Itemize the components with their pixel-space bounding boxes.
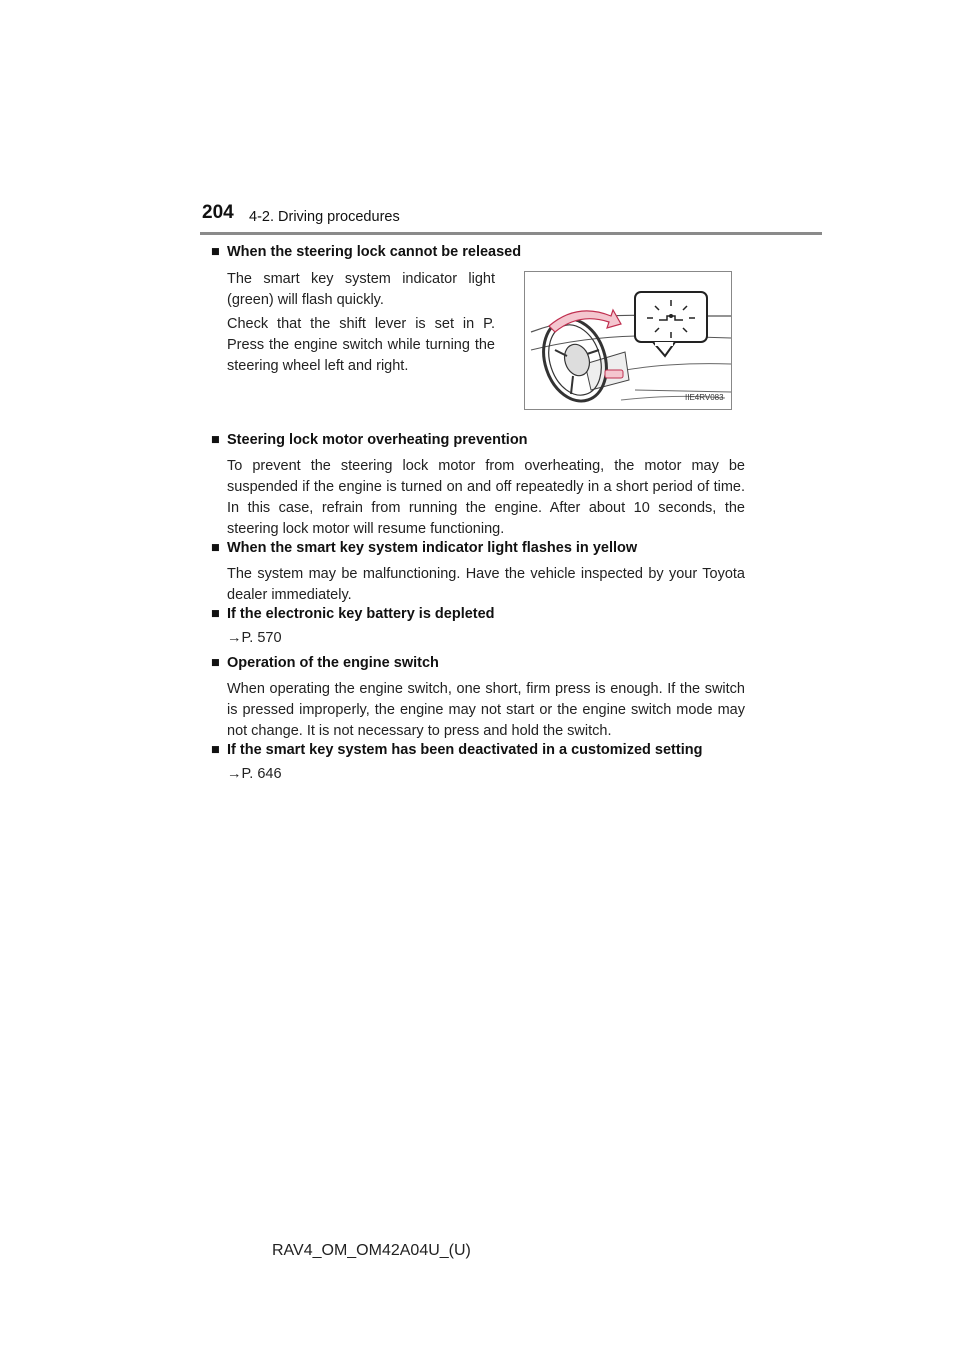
- footer-code: RAV4_OM_OM42A04U_(U): [272, 1242, 471, 1259]
- header-rule: [200, 232, 822, 235]
- heading-text: Steering lock motor overheating prevention: [227, 432, 528, 448]
- steering-wheel-illustration: [525, 272, 731, 409]
- heading-text: Operation of the engine switch: [227, 655, 439, 671]
- heading-text: If the smart key system has been deactivated in a customized setting: [227, 742, 703, 758]
- heading-text: When the steering lock cannot be released: [227, 244, 522, 260]
- square-bullet-icon: ■: [211, 606, 220, 622]
- heading-text: If the electronic key battery is depleted: [227, 606, 495, 622]
- square-bullet-icon: ■: [211, 540, 220, 556]
- paragraph: Check that the shift lever is set in P. Press the engine switch while turning the steering wheel left and right.: [227, 316, 495, 374]
- paragraph: The smart key system indicator light (green) will flash quickly.: [227, 271, 495, 308]
- page-reference[interactable]: →P. 646: [227, 766, 282, 782]
- heading-overheating: [211, 432, 528, 448]
- steering-illustration: [524, 271, 732, 410]
- paragraph: To prevent the steering lock motor from overheating, the motor may be suspended if the engine is turned on and off repeatedly in a short period of time. In this case, refrain from running the engine. After about 10 seconds, the steering lock motor will resume functioning.: [227, 458, 745, 537]
- paragraph: When operating the engine switch, one short, firm press is enough. If the switch is pressed improperly, the engine may not start or the engine switch mode may not change. It is not necessary to press and hold the switch.: [227, 681, 745, 739]
- paragraph: The system may be malfunctioning. Have the vehicle inspected by your Toyota dealer immediately.: [227, 566, 745, 603]
- heading-yellow-flash: [211, 540, 637, 556]
- square-bullet-icon: ■: [211, 432, 220, 448]
- square-bullet-icon: ■: [211, 742, 220, 758]
- section-name: 4-2. Driving procedures: [249, 209, 400, 225]
- figure-code: IIE4RV083: [685, 393, 724, 402]
- heading-deactivated: [211, 742, 702, 758]
- heading-engine-switch: [211, 655, 439, 671]
- page-number: 204: [202, 202, 234, 223]
- square-bullet-icon: ■: [211, 655, 220, 671]
- heading-steering-lock: [211, 244, 521, 260]
- heading-battery-depleted: [211, 606, 495, 622]
- heading-text: When the smart key system indicator light flashes in yellow: [227, 540, 638, 556]
- page-reference[interactable]: →P. 570: [227, 630, 282, 646]
- square-bullet-icon: ■: [211, 244, 220, 260]
